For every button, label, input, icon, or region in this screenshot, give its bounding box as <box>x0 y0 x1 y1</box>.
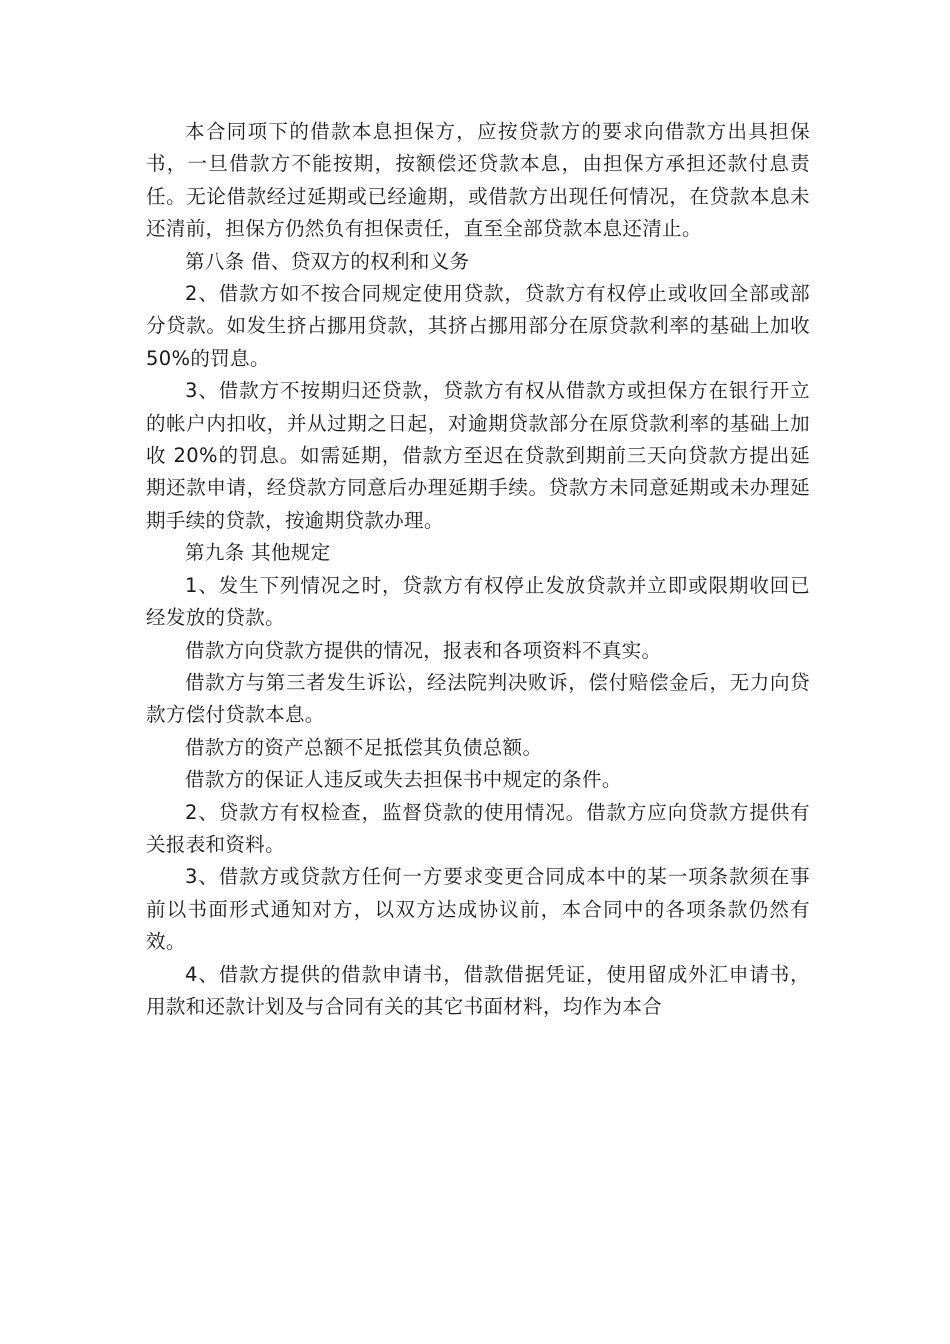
paragraph-condition-insolvency: 借款方的资产总额不足抵偿其负债总额。 <box>185 735 543 759</box>
heading-article-8: 第八条 借、贷双方的权利和义务 <box>185 249 470 273</box>
paragraph-article-9-item-4: 4、借款方提供的借款申请书，借款借据凭证，使用留成外汇申请书，用款和还款计划及与合同有关的其它书面材料，均作为本合 <box>146 962 810 1018</box>
paragraph-condition-false-info: 借款方向贷款方提供的情况，报表和各项资料不真实。 <box>185 638 662 662</box>
paragraph-guarantor-liability: 本合同项下的借款本息担保方，应按贷款方的要求向借款方出具担保书，一旦借款方不能按期，按额偿还贷款本息，由担保方承担还款付息责任。无论借款经过延期或已经逾期，或借款方出现任何情况，在贷款本息未还清前，担保方仍然负有担保责任，直至全部贷款本息还清止。 <box>146 120 810 241</box>
paragraph-condition-litigation: 借款方与第三者发生诉讼，经法院判决败诉，偿付赔偿金后，无力向贷款方偿付贷款本息。 <box>146 670 810 727</box>
paragraph-condition-guarantor-breach: 借款方的保证人违反或失去担保书中规定的条件。 <box>185 768 622 792</box>
paragraph-article-9-item-1: 1、发生下列情况之时，贷款方有权停止发放贷款并立即或限期收回已经发放的贷款。 <box>146 573 810 630</box>
paragraph-article-8-item-2: 2、借款方如不按合同规定使用贷款，贷款方有权停止或收回全部或部分贷款。如发生挤占挪用贷款，其挤占挪用部分在原贷款利率的基础上加收 50%的罚息。 <box>146 282 810 370</box>
heading-article-9: 第九条 其他规定 <box>185 541 331 565</box>
paragraph-article-8-item-3: 3、借款方不按期归还贷款，贷款方有权从借款方或担保方在银行开立的帐户内扣收，并从过期之日起，对逾期贷款部分在原贷款利率的基础上加收 20%的罚息。如需延期，借款方至迟在贷款到期前三天向贷款方提出延期还款申请，经贷款方同意后办理延期手续。贷款方未同意延期或未办理延期手续的贷款，按逾期贷款办理。 <box>146 379 810 532</box>
paragraph-article-9-item-3: 3、借款方或贷款方任何一方要求变更合同成本中的某一项条款须在事前以书面形式通知对方，以双方达成协议前，本合同中的各项条款仍然有效。 <box>146 865 810 954</box>
paragraph-article-9-item-2: 2、贷款方有权检查，监督贷款的使用情况。借款方应向贷款方提供有关报表和资料。 <box>146 800 810 856</box>
document-body <box>146 116 810 1023</box>
